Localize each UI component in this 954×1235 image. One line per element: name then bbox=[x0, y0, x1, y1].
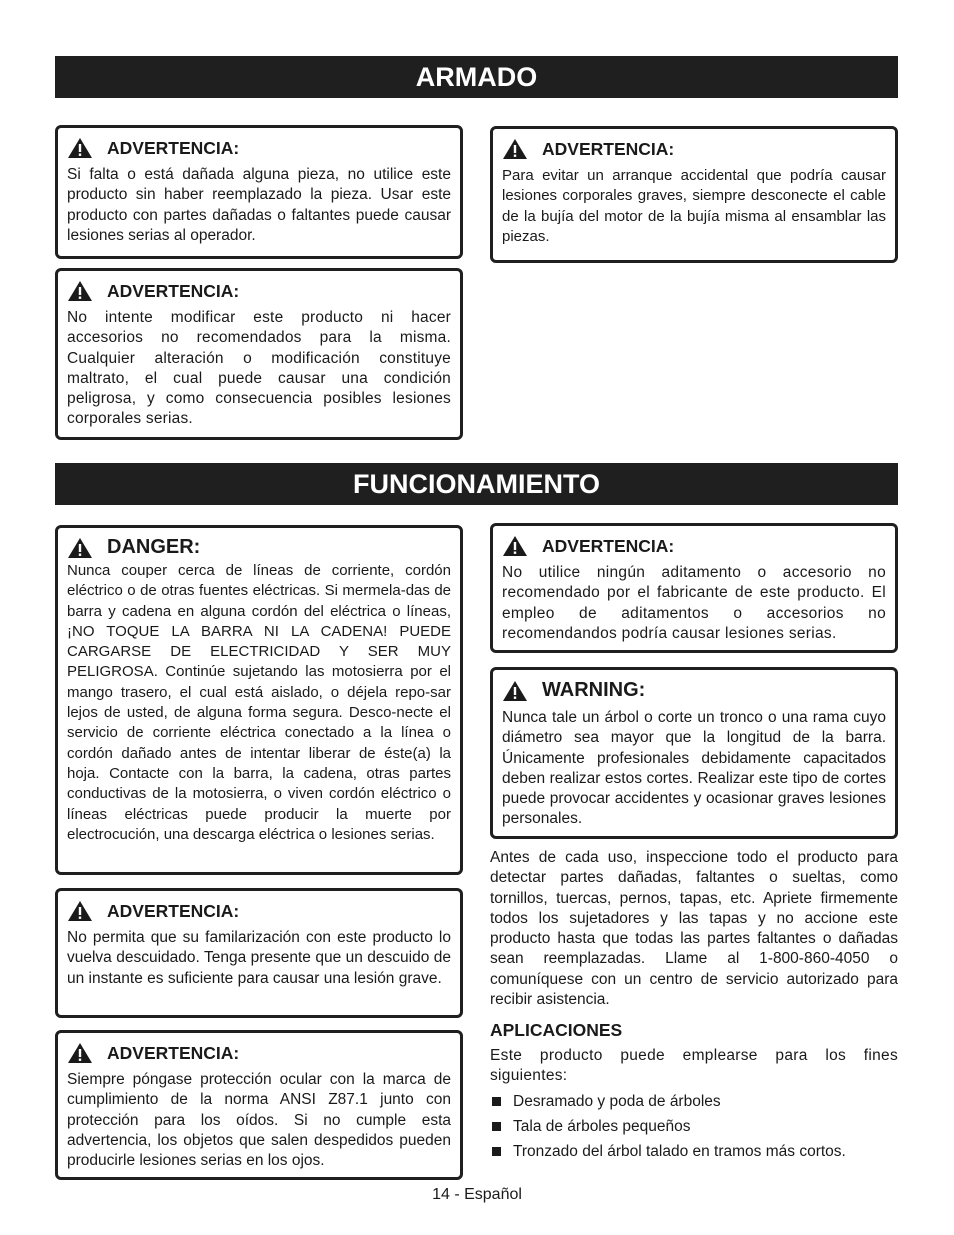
warning-text: Siempre póngase protección ocular con la marca de cumplimiento de la norma ANSI Z87.1 junto con protección para los oídos. Si no cumple esta advertencia, los objetos que salen despedidos pueden producirle lesiones serias en los ojos. bbox=[67, 1071, 451, 1170]
warning-triangle-icon bbox=[502, 680, 528, 702]
list-item: Desramado y poda de árboles bbox=[492, 1089, 898, 1114]
warning-box bbox=[55, 268, 463, 440]
applications-heading: APLICACIONES bbox=[490, 1020, 623, 1040]
warning-text: No utilice ningún aditamento o accesorio no recomendado por el fabricante de este producto. El empleo de aditamentos o accesorios no recomendandos podría causar lesiones serias. bbox=[502, 564, 886, 642]
list-item: Tronzado del árbol talado en tramos más cortos. bbox=[492, 1139, 898, 1164]
applications-intro: Este producto puede emplearse para los fines siguientes: bbox=[490, 1047, 898, 1085]
warning-box bbox=[490, 126, 898, 263]
warning-triangle-icon bbox=[67, 137, 93, 159]
list-item: Tala de árboles pequeños bbox=[492, 1114, 898, 1139]
warning-box bbox=[55, 125, 463, 259]
square-bullet-icon bbox=[492, 1147, 501, 1156]
warning-text: Si falta o está dañada alguna pieza, no utilice este producto sin haber reemplazado la pieza. Usar este producto con partes dañadas o faltantes puede causar lesiones serias al operador. bbox=[67, 166, 451, 244]
armado-title: ARMADO bbox=[415, 62, 538, 92]
warning-triangle-icon bbox=[67, 900, 93, 922]
square-bullet-icon bbox=[492, 1122, 501, 1131]
funcionamiento-title: FUNCIONAMIENTO bbox=[353, 469, 600, 499]
warning-label: ADVERTENCIA: bbox=[107, 280, 240, 301]
warning-box bbox=[55, 888, 463, 1018]
warning-box bbox=[55, 1030, 463, 1180]
warning-label: ADVERTENCIA: bbox=[107, 900, 240, 921]
armado-banner bbox=[55, 56, 898, 98]
warning-text: Para evitar un arranque accidental que podría causar lesiones corporales graves, siempre desconecte el cable de la bujía del motor de la bujía misma al ensamblar las piezas. bbox=[502, 167, 886, 245]
warning-label: WARNING: bbox=[542, 679, 646, 701]
warning-box bbox=[490, 523, 898, 653]
danger-text: Nunca couper cerca de líneas de corriente, cordón eléctrico o de otras fuentes eléctricas. Si mermela-das de barra y cadena en alguna cordón del eléctrica o líneas, ¡NO TOQUE LA BARRA NI LA CADENA! PUEDE CARGARSE DE ELECTRICIDAD Y SER MUY PELIGROSA. Continúe sujetando las motosierra por el mango trasero, el cual está aislado, o déjela repo-sar lejos de usted, de alguna forma segura. Desco-necte el servicio de corriente eléctrica conectado a la línea o cordón dañado antes de intentar liberar de éste(a) la hoja. Contacte con la barra, la cadena, otras partes conductivas de la motosierra, o viven cordón eléctrico o líneas eléctricas puede producir la muerte por electrocución, una descarga eléctrica o lesiones serias. bbox=[67, 562, 451, 843]
warning-label: ADVERTENCIA: bbox=[107, 1042, 240, 1063]
warning-text: No permita que su familarización con este producto lo vuelva descuidado. Tenga presente que un descuido de un instante es suficiente para causar una lesión grave. bbox=[67, 929, 451, 987]
danger-box bbox=[55, 525, 463, 875]
warning-label: ADVERTENCIA: bbox=[542, 138, 675, 159]
square-bullet-icon bbox=[492, 1097, 501, 1106]
warning-triangle-icon bbox=[67, 537, 93, 559]
danger-label: DANGER: bbox=[107, 536, 201, 558]
warning-triangle-icon bbox=[67, 280, 93, 302]
warning-triangle-icon bbox=[67, 1042, 93, 1064]
warning-text: No intente modificar este producto ni hacer accesorios no recomendados para la misma. Cualquier alteración o modificación constituye maltrato, el cual puede causar una condición peligrosa, y como consecuencia posibles lesiones corporales serias. bbox=[67, 309, 451, 428]
warning-box bbox=[490, 667, 898, 839]
page-number: 14 - Español bbox=[432, 1186, 522, 1203]
warning-triangle-icon bbox=[502, 535, 528, 557]
warning-label: ADVERTENCIA: bbox=[542, 535, 675, 556]
inspection-paragraph: Antes de cada uso, inspeccione todo el producto para detectar partes dañadas, faltantes o sueltas, como tornillos, tuercas, pernos, tapas, etc. Apriete firmemente todos los sujetadores y las tapas y no accione este producto hasta que todas las partes faltantes o dañadas sean reemplazadas. Llame al 1-800-860-4050 o comuníquese con un centro de servicio autorizado para recibir asistencia. bbox=[490, 849, 898, 1009]
funcionamiento-banner bbox=[55, 463, 898, 505]
applications-list bbox=[492, 1089, 898, 1164]
warning-triangle-icon bbox=[502, 138, 528, 160]
warning-text: Nunca tale un árbol o corte un tronco o una rama cuyo diámetro sea mayor que la longitud de la barra. Únicamente profesionales debidamente capacitados deben realizar estos cortes. Realizar este tipo de cortes puede provocar accidentes y ocasionar graves lesiones personales. bbox=[502, 709, 886, 828]
warning-label: ADVERTENCIA: bbox=[107, 137, 240, 158]
